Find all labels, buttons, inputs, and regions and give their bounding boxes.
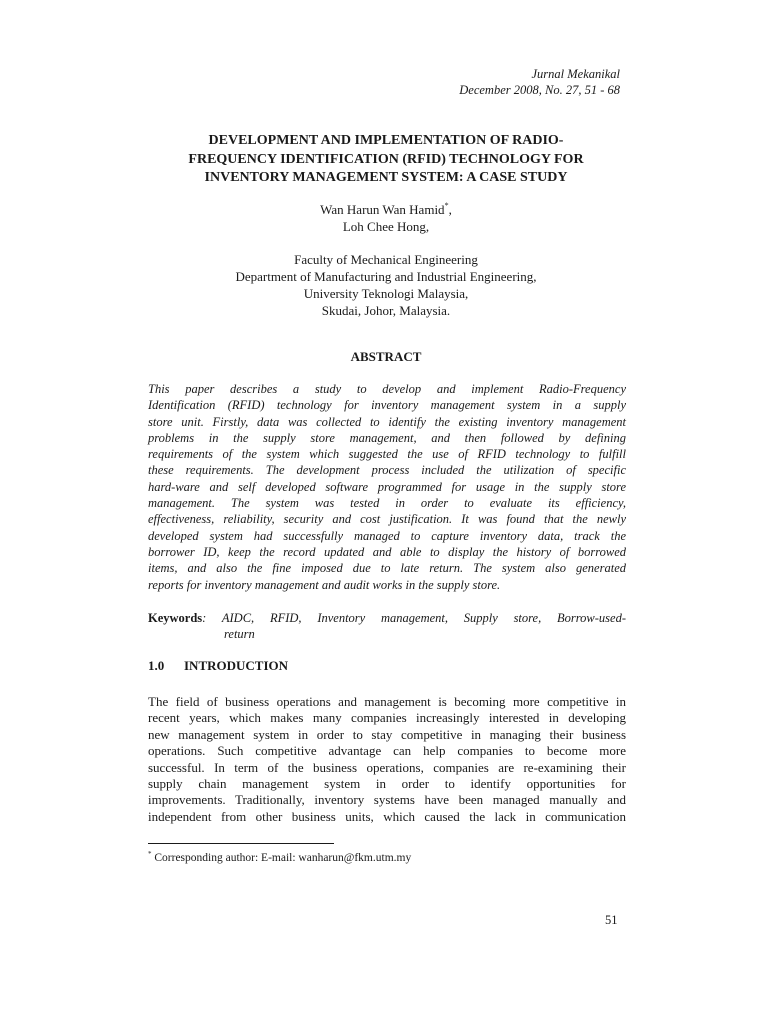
abstract-line: hard-ware and self developed software programmed for usage in the supply store [148,479,626,494]
intro-line: recent years, which makes many companies increasingly interested in developing [148,710,626,726]
intro-line: successful. In term of the business operations, companies are re-examining their [148,759,626,775]
abstract-line: requirements of the system which suggested the use of RFID technology to fulfill [148,447,626,462]
author-second: Loh Chee Hong, [342,219,430,234]
section-number: 1.0 [148,658,165,673]
abstract-line: these requirements. The development process included the utilization of specific [148,463,626,478]
abstract-heading: ABSTRACT [350,349,422,364]
footnote [148,852,411,864]
affiliation-line: Faculty of Mechanical Engineering [294,252,478,267]
affiliation-line: Department of Manufacturing and Industrial Engineering, [235,269,537,284]
intro-line: improvements. Traditionally, inventory systems have been managed manually and [148,792,626,808]
intro-line: supply chain management system in order to identify opportunities for [148,776,626,792]
section-title: INTRODUCTION [184,658,289,673]
keywords-label: Keywords [148,611,203,625]
abstract-line: borrower ID, keep the record updated and able to display the history of borrowed [148,544,626,559]
keywords-list: : AIDC, RFID, Inventory management, Supply store, Borrow-used- [202,611,626,625]
keywords [148,610,626,643]
keywords-continuation: return [224,627,255,642]
abstract-line: items, and also the fine imposed due to late return. The system also generated [148,561,626,576]
intro-line: operations. Such competitive advantage can help companies to become more [148,743,626,759]
author-footnote-mark: * [444,201,449,210]
footnote-divider [148,843,334,844]
journal-name: Jurnal Mekanikal [531,67,620,81]
author-first-suffix: , [448,202,452,217]
introduction-body [148,694,626,825]
title-line: INVENTORY MANAGEMENT SYSTEM: A CASE STUDY [204,170,568,185]
title-line: FREQUENCY IDENTIFICATION (RFID) TECHNOLOGY FOR [188,151,584,167]
paper-title [150,132,622,188]
journal-header [459,66,620,98]
affiliation-line: University Teknologi Malaysia, [303,286,469,301]
abstract-line: effectiveness, reliability, security and cost justification. It was found that the newly [148,512,626,527]
keywords-line [148,610,626,626]
abstract-line: reports for inventory management and audit works in the supply store. [148,577,501,592]
intro-line: independent from other business units, which caused the lack in communication [148,808,626,824]
abstract-line: problems in the supply store management, and then followed by defining [148,430,626,445]
section-heading-introduction [148,658,288,674]
page-number: 51 [605,913,618,927]
affiliation-line: Skudai, Johor, Malaysia. [321,303,451,318]
abstract-body [148,381,626,593]
abstract-line: developed system had successfully managed to capture inventory data, track the [148,528,626,543]
abstract-line: management. The system was tested in order to evaluate its efficiency, [148,496,626,511]
abstract-line: store unit. Firstly, data was collected to identify the existing inventory management [148,414,626,429]
abstract-line: Identification (RFID) technology for inventory management system in a supply [148,398,626,413]
author-first [150,201,622,218]
footnote-text: Corresponding author: E-mail: wanharun@fkm.utm.my [151,852,412,864]
footnote-mark: * [148,850,152,858]
abstract-line: This paper describes a study to develop and implement Radio-Frequency [148,382,626,396]
author-list [150,201,622,235]
intro-line: new management system in order to stay competitive in managing their business [148,726,626,742]
affiliation [150,251,622,319]
intro-line: The field of business operations and management is becoming more competitive in [148,694,626,709]
author-first-name: Wan Harun Wan Hamid [320,202,445,217]
title-line: DEVELOPMENT AND IMPLEMENTATION OF RADIO- [208,133,564,148]
journal-issue: December 2008, No. 27, 51 - 68 [459,83,620,97]
